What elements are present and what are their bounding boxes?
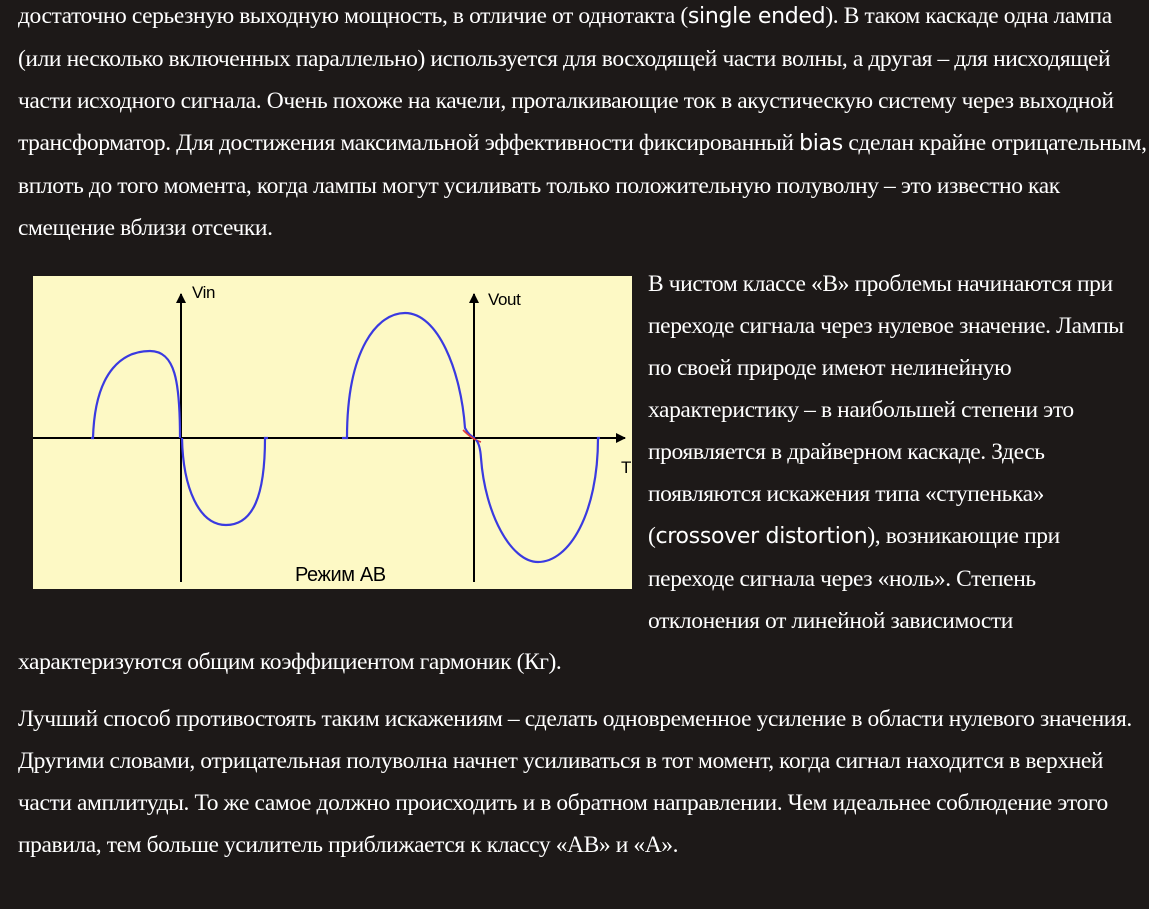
term-bias: bias: [799, 131, 843, 156]
term-single-ended: single ended: [687, 4, 826, 29]
paragraph-best-method: Лучший способ противостоять таким искажениям – сделать одновременное усиление в области нулевого значения. Другими словами, отрицательная полуволна начнет усиливаться в тот момент, когда сигнал находится в верхней части амплитуды. То же самое должно происходить и в обратном направлении. Чем идеальнее соблюдение этого правила, тем больше усилитель приближается к классу «АВ» и «А».: [18, 706, 1132, 858]
figure-caption: Режим АВ: [295, 564, 386, 586]
vin-wave-positive: [91, 351, 180, 438]
paragraph-class-b-continued: [18, 641, 1148, 683]
p1-text-3: сделан крайне отрицательным, вплоть до того момента, когда лампы могут усиливать только положительную полуволну – это известно как смещение вблизи отсечки.: [18, 130, 1147, 241]
p2-text-2: ), возникающие при переходе сигнала через «ноль». Степень отклонения от линейной зависимости: [648, 523, 1060, 634]
p2-text-1: В чистом классе «В» проблемы начинаются при переходе сигнала через нулевое значение. Лампы по своей природе имеют нелинейную характеристику – в наибольшей степени это проявляется в драйверном каскаде. Здесь появляются искажения типа «ступенька» (: [648, 271, 1124, 549]
p1-text-1: достаточно серьезную выходную мощность, в отличие от однотакта (: [18, 3, 688, 29]
vin-label: Vin: [192, 283, 216, 302]
p2-text-3: характеризуются общим коэффициентом гармоник (Кг).: [18, 649, 562, 675]
t-axis-label: T: [621, 458, 631, 477]
waveform-diagram: [33, 276, 632, 589]
p1-text-2: ). В таком каскаде одна лампа (или несколько включенных параллельно) используется для восходящей части волны, а другая – для нисходящей части исходного сигнала. Очень похоже на качели, проталкивающие ток в акустическую систему через выходной трансформатор. Для достижения максимальной эффективности фиксированный: [18, 3, 1114, 156]
paragraph-class-b: [648, 263, 1148, 642]
waveform-figure: [33, 276, 632, 589]
paragraph-push-pull: [18, 0, 1148, 249]
vout-wave-positive: [342, 313, 475, 438]
vout-label: Vout: [488, 290, 521, 309]
term-crossover-distortion: crossover distortion: [655, 524, 868, 549]
vout-wave-negative: [476, 438, 600, 562]
vin-wave-negative: [182, 438, 268, 525]
